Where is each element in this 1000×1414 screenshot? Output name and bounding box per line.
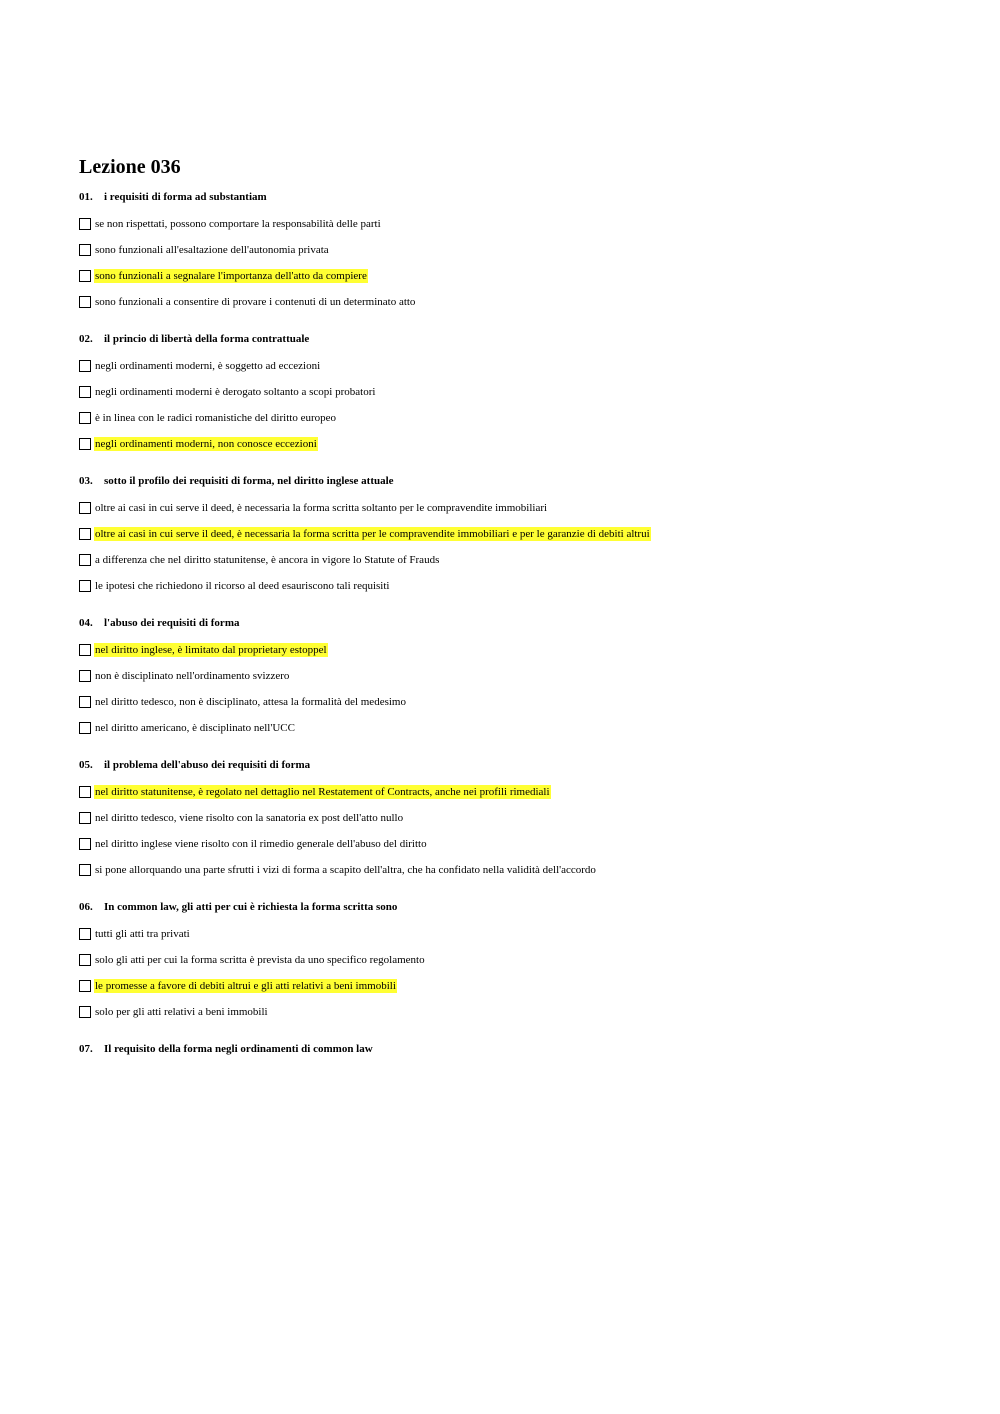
question-block [79,616,939,741]
answer-text: negli ordinamenti moderni, è soggetto ad eccezioni [95,360,321,372]
answer-checkbox[interactable] [79,696,91,708]
answer-text: nel diritto americano, è disciplinato nell'UCC [95,722,295,734]
answer-option[interactable] [79,211,939,237]
answer-text: a differenza che nel diritto statunitense, è ancora in vigore lo Statute of Frauds [95,554,440,566]
question-block [79,758,939,883]
answer-checkbox[interactable] [79,670,91,682]
answer-text: nel diritto tedesco, viene risolto con la sanatoria ex post dell'atto nullo [95,812,404,824]
answer-text: solo per gli atti relativi a beni immobili [95,1006,268,1018]
question-number: 05. [79,759,93,771]
answer-option[interactable] [79,431,939,457]
answer-text: nel diritto inglese viene risolto con il rimedio generale dell'abuso del diritto [95,838,427,850]
question-number: 02. [79,333,93,345]
answer-checkbox[interactable] [79,438,91,450]
answer-option[interactable] [79,973,939,999]
question-heading [79,900,939,914]
answer-text: le ipotesi che richiedono il ricorso al deed esauriscono tali requisiti [95,580,390,592]
answer-checkbox[interactable] [79,244,91,256]
answer-text: tutti gli atti tra privati [95,928,190,940]
answer-text: negli ordinamenti moderni è derogato soltanto a scopi probatori [95,386,376,398]
answer-checkbox[interactable] [79,786,91,798]
answer-option[interactable] [79,263,939,289]
answer-option[interactable] [79,637,939,663]
question-heading [79,190,939,204]
answer-option[interactable] [79,379,939,405]
question-number: 01. [79,191,93,203]
question-number: 04. [79,617,93,629]
answer-option[interactable] [79,689,939,715]
answer-option[interactable] [79,663,939,689]
answer-checkbox[interactable] [79,386,91,398]
question-heading [79,474,939,488]
question-heading [79,616,939,630]
question-heading [79,332,939,346]
quiz-page [79,154,939,1073]
answer-checkbox[interactable] [79,928,91,940]
answer-checkbox[interactable] [79,218,91,230]
question-text: i requisiti di forma ad substantiam [104,191,267,203]
question-block [79,190,939,315]
answer-text-highlighted: le promesse a favore di debiti altrui e gli atti relativi a beni immobili [95,980,396,992]
answer-text: nel diritto tedesco, non è disciplinato, attesa la formalità del medesimo [95,696,406,708]
answer-text: solo gli atti per cui la forma scritta è prevista da uno specifico regolamento [95,954,425,966]
question-block [79,900,939,1025]
question-text: In common law, gli atti per cui è richiesta la forma scritta sono [104,901,398,913]
question-text: l'abuso dei requisiti di forma [104,617,240,629]
answer-checkbox[interactable] [79,812,91,824]
answer-option[interactable] [79,831,939,857]
question-text: Il requisito della forma negli ordinamenti di common law [104,1043,373,1055]
question-block [79,332,939,457]
answer-option[interactable] [79,857,939,883]
answer-option[interactable] [79,353,939,379]
answer-text-highlighted: nel diritto statunitense, è regolato nel dettaglio nel Restatement of Contracts, anche nei profili rimediali [95,786,550,798]
lesson-title: Lezione 036 [79,156,181,178]
question-number: 06. [79,901,93,913]
answer-option[interactable] [79,237,939,263]
question-block [79,1042,939,1056]
answer-text-highlighted: nel diritto inglese, è limitato dal proprietary estoppel [95,644,327,656]
answer-checkbox[interactable] [79,502,91,514]
answer-checkbox[interactable] [79,644,91,656]
answer-checkbox[interactable] [79,864,91,876]
answer-option[interactable] [79,405,939,431]
answer-checkbox[interactable] [79,722,91,734]
answer-option[interactable] [79,999,939,1025]
answer-checkbox[interactable] [79,580,91,592]
answer-checkbox[interactable] [79,838,91,850]
question-heading [79,1042,939,1056]
answer-option[interactable] [79,779,939,805]
answer-checkbox[interactable] [79,554,91,566]
answer-option[interactable] [79,573,939,599]
answer-option[interactable] [79,947,939,973]
answer-checkbox[interactable] [79,980,91,992]
answer-checkbox[interactable] [79,296,91,308]
answer-text: sono funzionali all'esaltazione dell'autonomia privata [95,244,329,256]
answer-text-highlighted: negli ordinamenti moderni, non conosce eccezioni [95,438,317,450]
answer-text: se non rispettati, possono comportare la responsabilità delle parti [95,218,381,230]
answer-checkbox[interactable] [79,1006,91,1018]
answer-checkbox[interactable] [79,528,91,540]
answer-text-highlighted: sono funzionali a segnalare l'importanza dell'atto da compiere [95,270,367,282]
answer-option[interactable] [79,805,939,831]
answer-text: si pone allorquando una parte sfrutti i vizi di forma a scapito dell'altra, che ha confidato nella validità dell'accordo [95,864,596,876]
question-text: il problema dell'abuso dei requisiti di forma [104,759,311,771]
answer-text: non è disciplinato nell'ordinamento svizzero [95,670,290,682]
question-text: il princio di libertà della forma contrattuale [104,333,310,345]
question-number: 07. [79,1043,93,1055]
answer-text: oltre ai casi in cui serve il deed, è necessaria la forma scritta soltanto per le compravendite immobiliari [95,502,548,514]
question-heading [79,758,939,772]
answer-checkbox[interactable] [79,270,91,282]
question-list [79,190,939,1056]
answer-checkbox[interactable] [79,360,91,372]
answer-text: sono funzionali a consentire di provare i contenuti di un determinato atto [95,296,416,308]
question-text: sotto il profilo dei requisiti di forma, nel diritto inglese attuale [104,475,394,487]
answer-checkbox[interactable] [79,954,91,966]
answer-option[interactable] [79,289,939,315]
answer-option[interactable] [79,547,939,573]
answer-option[interactable] [79,715,939,741]
question-number: 03. [79,475,93,487]
question-block [79,474,939,599]
answer-checkbox[interactable] [79,412,91,424]
answer-option[interactable] [79,921,939,947]
answer-text: è in linea con le radici romanistiche del diritto europeo [95,412,336,424]
answer-option[interactable] [79,495,939,521]
answer-option[interactable] [79,521,939,547]
answer-text-highlighted: oltre ai casi in cui serve il deed, è necessaria la forma scritta per le compravendite immobiliari e per le garanzie di debiti altrui [95,528,650,540]
